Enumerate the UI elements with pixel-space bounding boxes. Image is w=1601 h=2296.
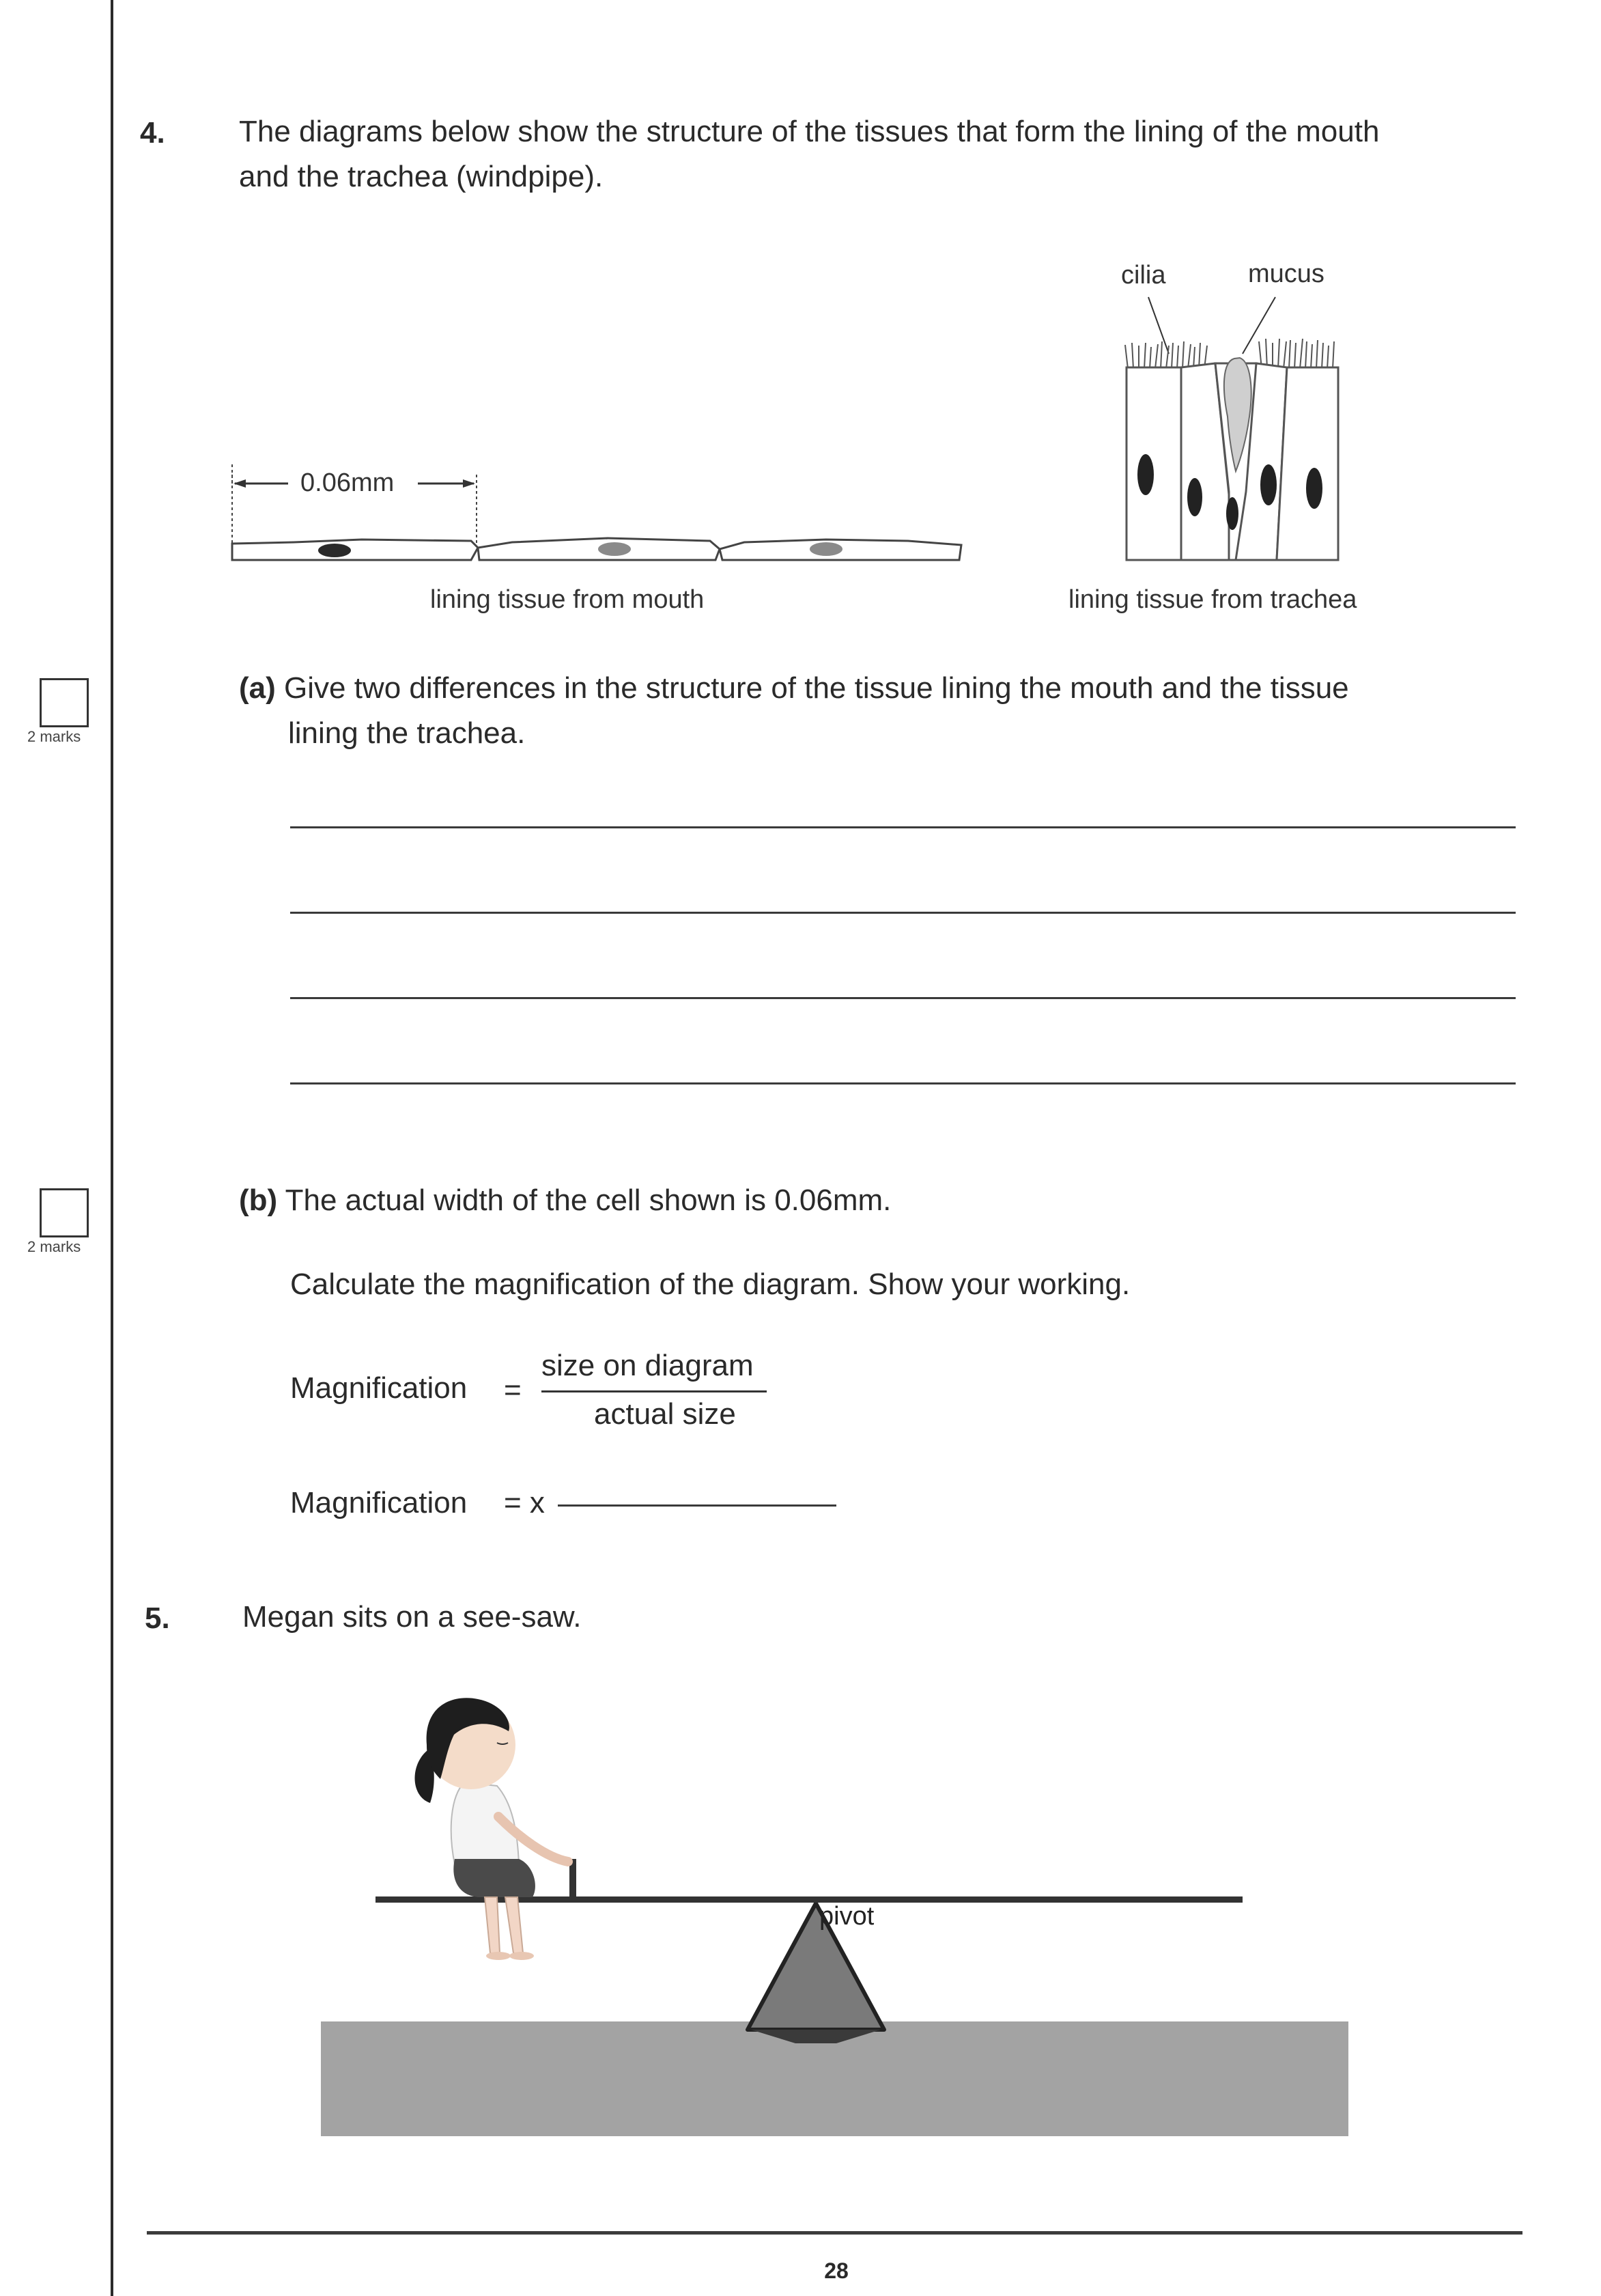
question-4a-label: (a) <box>239 671 276 705</box>
question-4a-text-line-1: Give two differences in the structure of the tissue lining the mouth and the tissue <box>284 671 1349 705</box>
question-4-intro-line-1: The diagrams below show the structure of the tissues that form the lining of the mouth <box>239 115 1380 148</box>
trachea-tissue-caption: lining tissue from trachea <box>1068 585 1357 614</box>
fraction-bar <box>541 1390 767 1392</box>
question-4b-text: The actual width of the cell shown is 0.06mm. <box>285 1184 892 1217</box>
mark-label-4a: 2 marks <box>27 728 81 745</box>
formula-denominator: actual size <box>594 1397 736 1431</box>
question-4-number: 4. <box>140 116 165 150</box>
answer-label: Magnification <box>290 1486 468 1520</box>
page-number: 28 <box>824 2258 849 2283</box>
question-4a-text-line-2: lining the trachea. <box>288 716 526 750</box>
margin-rule <box>111 0 113 2296</box>
question-4a <box>239 666 1536 756</box>
scale-bar-label: 0.06mm <box>300 468 395 497</box>
mark-box-4a[interactable] <box>40 678 89 727</box>
question-4b-instruction: Calculate the magnification of the diagram. Show your working. <box>290 1268 1131 1301</box>
answer-line-4a-3[interactable] <box>290 997 1516 999</box>
seesaw-illustration <box>314 1666 1352 2144</box>
trachea-tissue-drawing <box>1120 287 1365 574</box>
mark-box-4b[interactable] <box>40 1188 89 1237</box>
question-4-intro-line-2: and the trachea (windpipe). <box>239 160 604 193</box>
question-4b-label: (b) <box>239 1184 278 1217</box>
question-4b <box>239 1178 1536 1223</box>
answer-line-4a-4[interactable] <box>290 1082 1516 1084</box>
answer-prefix: = x <box>504 1486 545 1520</box>
question-5-number: 5. <box>145 1601 170 1635</box>
magnification-answer-line[interactable] <box>558 1504 836 1507</box>
mouth-tissue-caption: lining tissue from mouth <box>430 585 705 614</box>
question-4-intro <box>239 109 1536 199</box>
answer-line-4a-2[interactable] <box>290 912 1516 914</box>
formula-label: Magnification <box>290 1371 468 1405</box>
mark-label-4b: 2 marks <box>27 1238 81 1255</box>
formula-numerator: size on diagram <box>541 1349 754 1382</box>
answer-line-4a-1[interactable] <box>290 826 1516 828</box>
girl-megan <box>415 1698 569 1960</box>
question-5-text: Megan sits on a see-saw. <box>242 1600 582 1634</box>
mouth-tissue-diagram <box>225 464 983 574</box>
mucus-label: mucus <box>1248 260 1324 288</box>
footer-rule <box>147 2231 1522 2235</box>
pivot-label: pivot <box>819 1902 875 1931</box>
formula-equals: = <box>504 1373 522 1407</box>
trachea-tissue-diagram <box>1120 260 1365 574</box>
cilia-label: cilia <box>1121 261 1166 290</box>
